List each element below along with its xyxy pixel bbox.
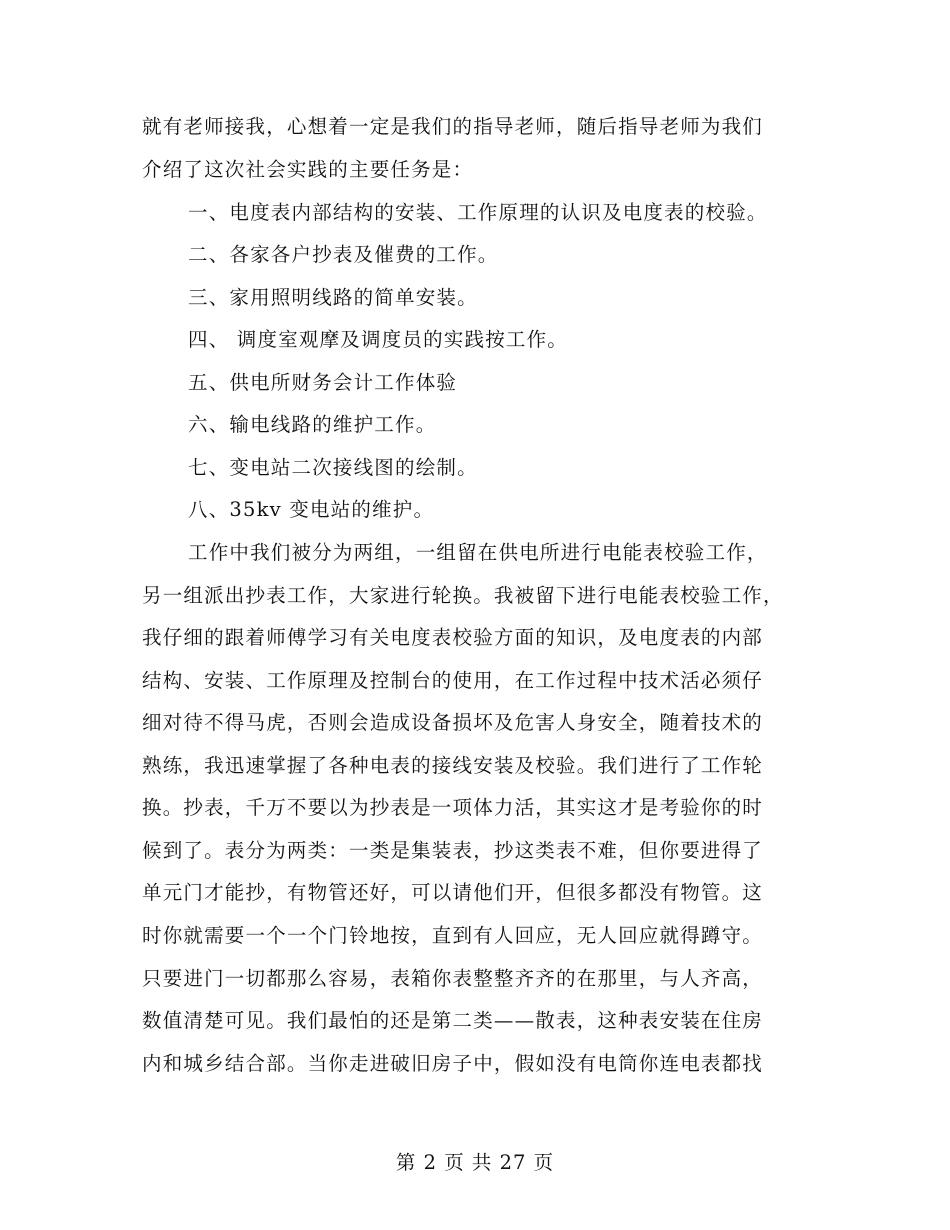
- list-item: 八、35kv 变电站的维护。: [188, 498, 435, 521]
- text-line: 细对待不得马虎，否则会造成设备损坏及危害人身安全，随着技术的: [142, 711, 764, 734]
- text-line: 只要进门一切都那么容易，表箱你表整整齐齐的在那里，与人齐高，: [142, 967, 764, 990]
- page-number-footer: 第 2 页 共 27 页: [395, 1151, 555, 1174]
- list-item: 二、各家各户抄表及催费的工作。: [188, 243, 499, 266]
- text-line: 内和城乡结合部。当你走进破旧房子中，假如没有电筒你连电表都找: [142, 1052, 764, 1075]
- text-line: 就有老师接我，心想着一定是我们的指导老师，随后指导老师为我们: [142, 115, 764, 138]
- text-line: 熟练，我迅速掌握了各种电表的接线安装及校验。我们进行了工作轮: [142, 754, 764, 777]
- list-item: 四、 调度室观摩及调度员的实践按工作。: [188, 328, 568, 351]
- text-line: 单元门才能抄，有物管还好，可以请他们开，但很多都没有物管。这: [142, 881, 764, 904]
- text-line: 时你就需要一个一个门铃地按，直到有人回应，无人回应就得蹲守。: [142, 924, 764, 947]
- list-item: 三、家用照明线路的简单安装。: [188, 286, 478, 309]
- list-item: 一、电度表内部结构的安装、工作原理的认识及电度表的校验。: [188, 201, 768, 224]
- text-line: 我仔细的跟着师傅学习有关电度表校验方面的知识，及电度表的内部: [142, 626, 764, 649]
- text-line: 结构、安装、工作原理及控制台的使用，在工作过程中技术活必须仔: [142, 669, 764, 692]
- list-item: 六、输电线路的维护工作。: [188, 413, 437, 436]
- text-line: 工作中我们被分为两组，一组留在供电所进行电能表校验工作，: [188, 541, 768, 564]
- text-line: 数值清楚可见。我们最怕的还是第二类——散表，这种表安装在住房: [142, 1009, 764, 1032]
- text-line: 介绍了这次社会实践的主要任务是：: [142, 158, 474, 181]
- text-line: 另一组派出抄表工作，大家进行轮换。我被留下进行电能表校验工作，: [142, 584, 784, 607]
- text-line: 候到了。表分为两类：一类是集装表，抄这类表不难，但你要进得了: [142, 839, 764, 862]
- list-item: 七、变电站二次接线图的绘制。: [188, 456, 478, 479]
- text-line: 换。抄表，千万不要以为抄表是一项体力活，其实这才是考验你的时: [142, 796, 764, 819]
- list-item: 五、供电所财务会计工作体验: [188, 371, 458, 394]
